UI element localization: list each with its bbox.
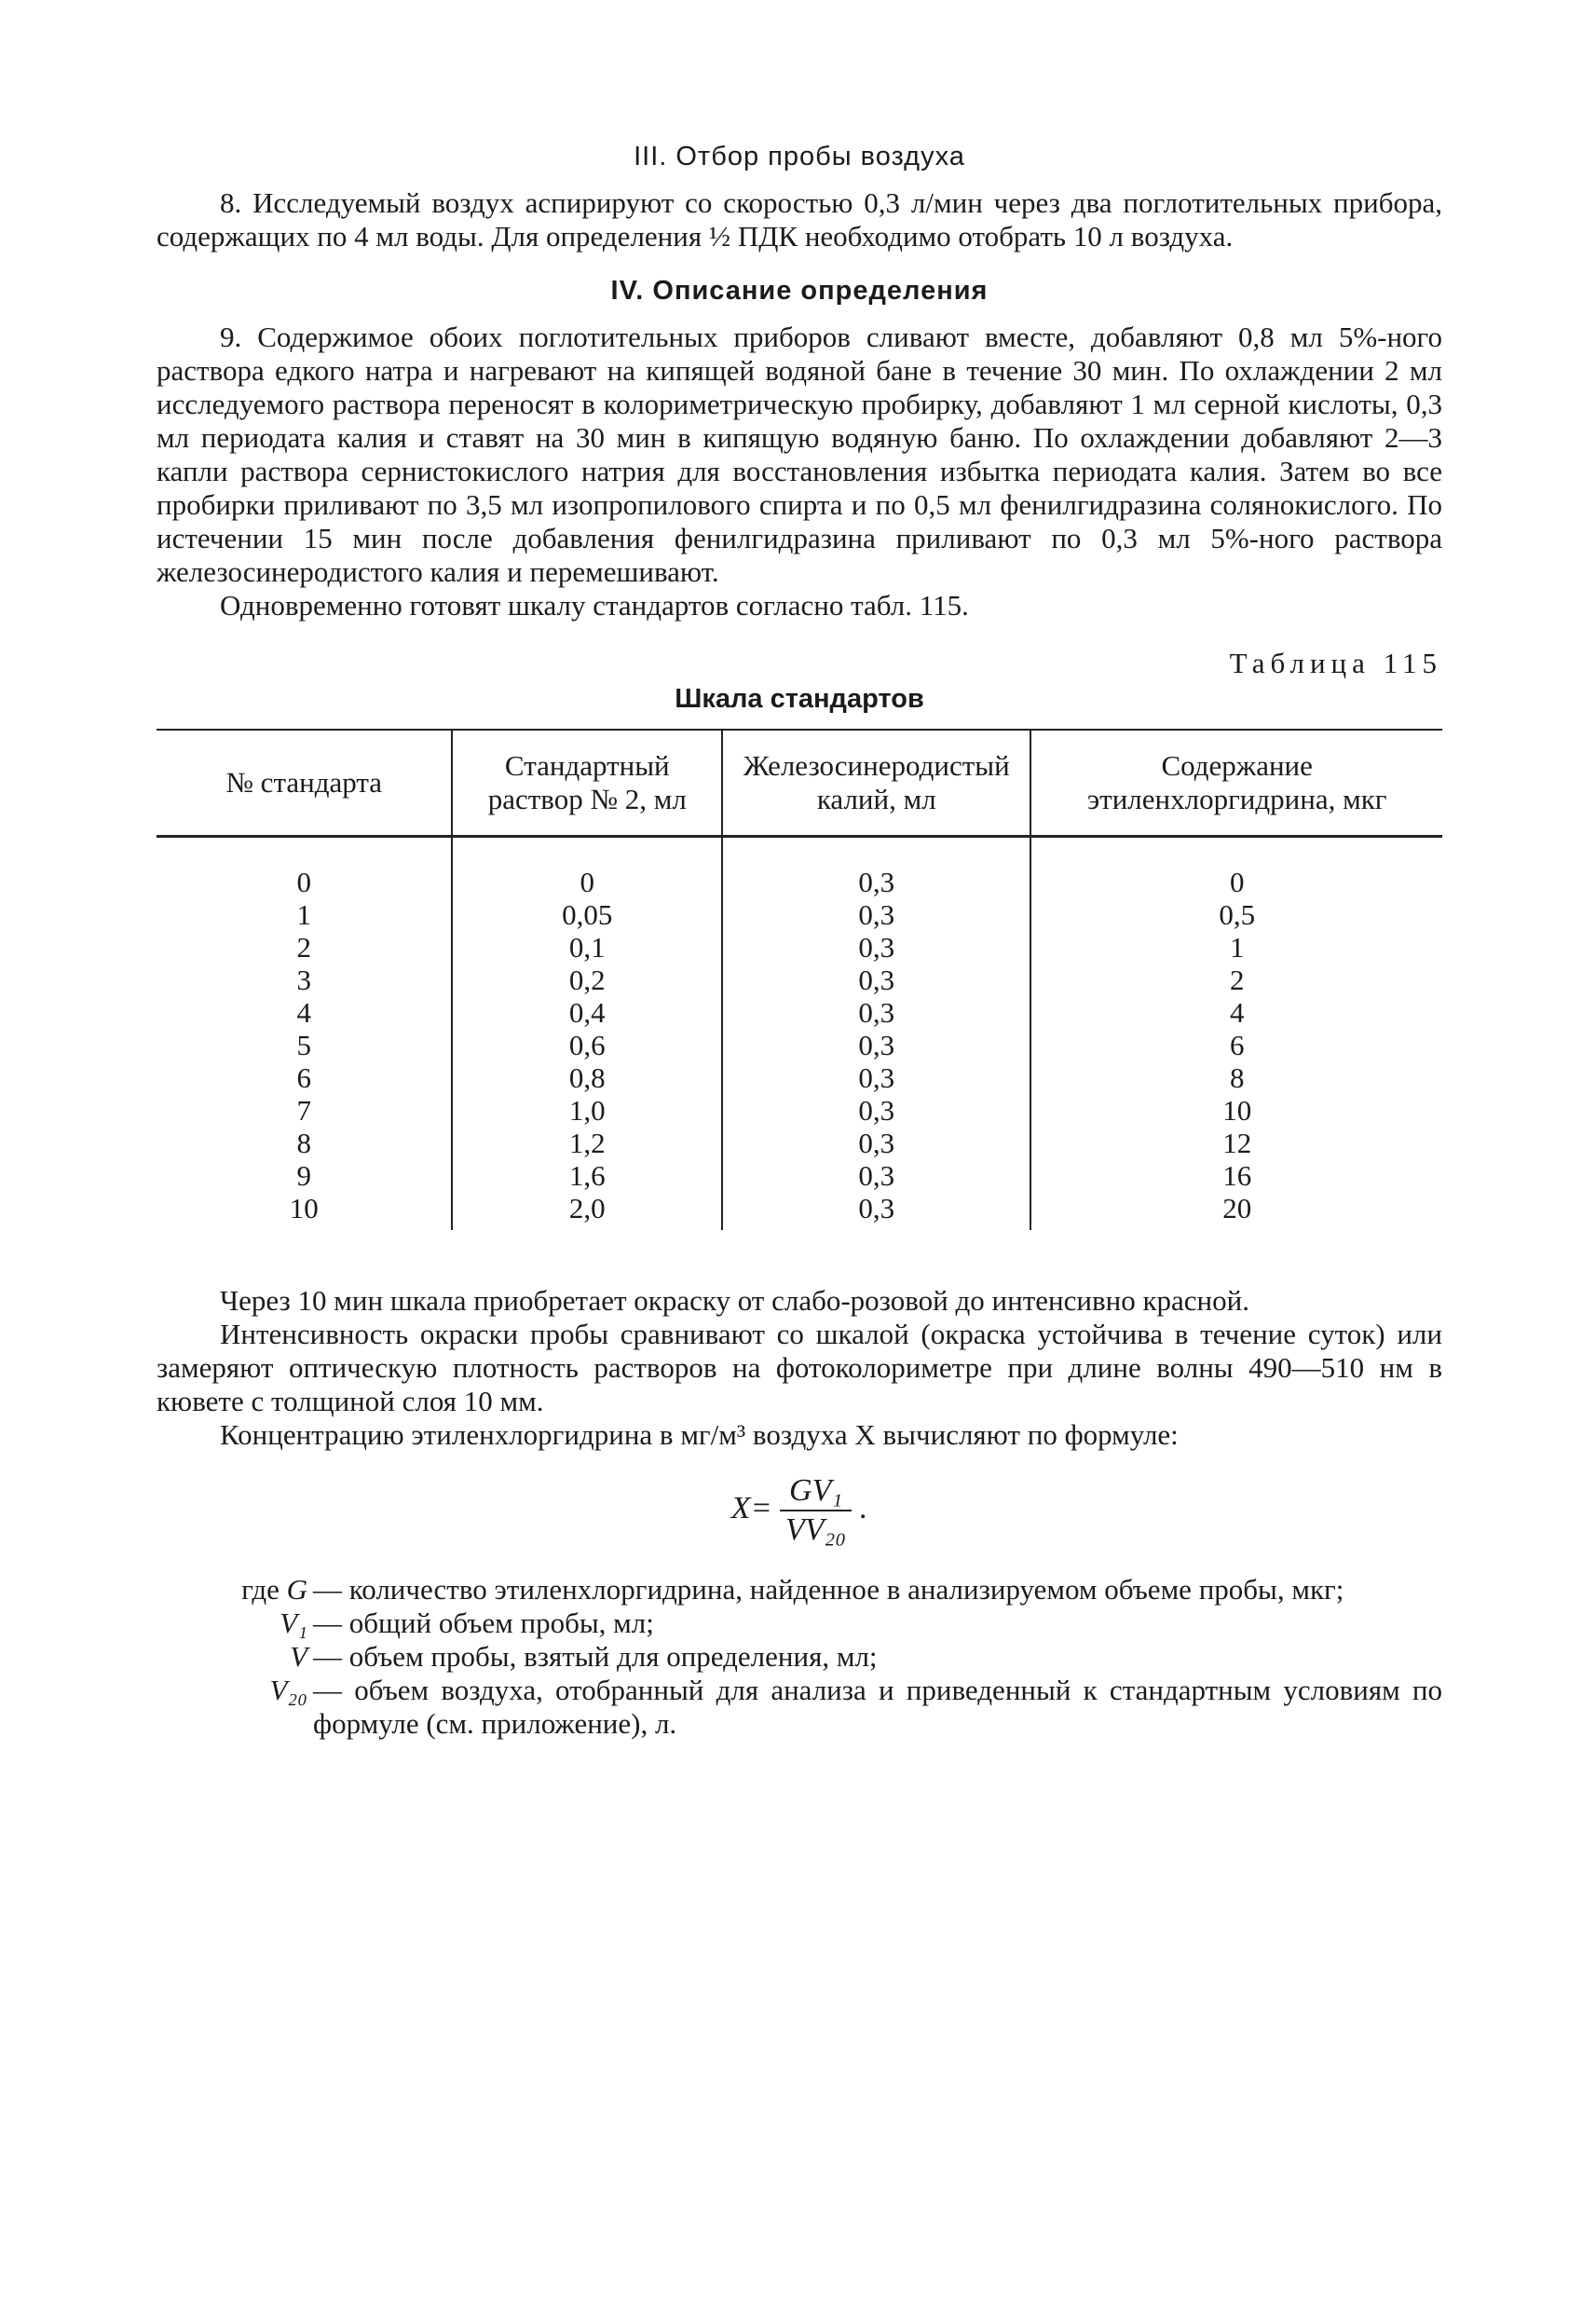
- cell-ferricyanide: 0,3: [722, 1192, 1030, 1230]
- standards-table: [157, 729, 1442, 1230]
- legend-symbol: G: [286, 1573, 307, 1606]
- formula-fraction: [780, 1472, 852, 1549]
- document-page: [157, 140, 1442, 1741]
- paragraph-8: 8. Исследуемый воздух аспирируют со скоростью 0,3 л/мин через два поглотительных прибора, содержащих по 4 мл воды. Для определения ½ ПДК необходимо отобрать 10 л воздуха.: [157, 186, 1442, 253]
- paragraph-intensity: Интенсивность окраски пробы сравнивают со шкалой (окраска устойчива в течение суток) или замеряют оптическую плотность растворов на фотоколориметре при длине волны 490—510 нм в кювете с толщиной слоя 10 мм.: [157, 1318, 1442, 1417]
- section-heading-sampling: III. Отбор пробы воздуха: [634, 142, 965, 171]
- paragraph-9: 9. Содержимое обоих поглотительных приборов сливают вместе, добавляют 0,8 мл 5%-ного раствора едкого натра и нагревают на кипящей водяной бане в течение 30 мин. По охлаждении 2 мл исследуемого раствора переносят в колориметрическую пробирку, добавляют 1 мл серной кислоты, 0,3 мл периодата калия и ставят на 30 мин в кипящую водяную баню. По охлаждении добавляют 2—3 капли раствора сернистокислого натрия для восстановления избытка периодата калия. Затем во все пробирки приливают по 3,5 мл изопропилового спирта и по 0,5 мл фенилгидразина солянокислого. По истечении 15 мин после добавления фенилгидразина приливают по 0,3 мл 5%-ного раствора железосинеродистого калия и перемешивают.: [157, 321, 1442, 588]
- paragraph-concentration: Концентрацию этиленхлоргидрина в мг/м³ воздуха X вычисляют по формуле:: [220, 1418, 1179, 1451]
- table-number: Таблица 115: [1229, 647, 1442, 679]
- legend-symbol: V: [290, 1640, 307, 1673]
- cell-solution: 0,6: [452, 1029, 722, 1061]
- cell-number: 7: [296, 1094, 311, 1127]
- cell-number: 1: [296, 898, 311, 931]
- cell-solution: 0,4: [452, 996, 722, 1029]
- cell-content: 0,5: [1030, 898, 1442, 931]
- table-title: Шкала стандартов: [675, 684, 924, 714]
- legend-text: — количество этиленхлоргидрина, найденное в анализируемом объеме пробы, мкг;: [313, 1573, 1344, 1606]
- cell-number: 3: [296, 964, 311, 996]
- cell-ferricyanide: 0,3: [722, 1061, 1030, 1094]
- cell-solution: 0,05: [452, 898, 722, 931]
- cell-solution: 0,2: [452, 964, 722, 996]
- legend-intro: где: [241, 1573, 280, 1606]
- cell-number: 4: [296, 996, 311, 1029]
- formula-numerator: GV₁: [780, 1472, 852, 1511]
- header-ferricyanide: Железосинеродистый калий, мл: [722, 730, 1030, 837]
- cell-ferricyanide: 0,3: [722, 1159, 1030, 1192]
- formula: [157, 1472, 1442, 1549]
- table-header-row: [157, 730, 1442, 837]
- cell-content: 1: [1030, 931, 1442, 964]
- cell-content: 16: [1030, 1159, 1442, 1192]
- cell-ferricyanide: 0,3: [722, 898, 1030, 931]
- cell-ferricyanide: 0,3: [722, 1029, 1030, 1061]
- cell-number: 0: [296, 866, 311, 898]
- legend-symbol: V₂₀: [269, 1674, 307, 1706]
- table-row: [157, 964, 1442, 996]
- cell-ferricyanide: 0,3: [722, 996, 1030, 1029]
- cell-solution: 0,1: [452, 931, 722, 964]
- cell-solution: 0,8: [452, 1061, 722, 1094]
- cell-content: 4: [1030, 996, 1442, 1029]
- cell-number: 2: [296, 931, 311, 964]
- table-row: [157, 1029, 1442, 1061]
- cell-ferricyanide: 0,3: [722, 837, 1030, 899]
- table-row: [157, 996, 1442, 1029]
- section-heading-description: IV. Описание определения: [610, 276, 989, 306]
- header-content: Содержание этиленхлоргидрина, мкг: [1030, 730, 1442, 837]
- legend-symbol: V₁: [280, 1607, 307, 1639]
- cell-content: 6: [1030, 1029, 1442, 1061]
- cell-content: 20: [1030, 1192, 1442, 1230]
- cell-solution: 2,0: [452, 1192, 722, 1230]
- table-row: [157, 1192, 1442, 1230]
- cell-solution: 0: [452, 837, 722, 899]
- table-row: [157, 1159, 1442, 1192]
- cell-ferricyanide: 0,3: [722, 964, 1030, 996]
- paragraph-scale: Одновременно готовят шкалу стандартов согласно табл. 115.: [220, 589, 969, 622]
- legend-text: — объем пробы, взятый для определения, мл;: [313, 1640, 878, 1673]
- table-row: [157, 1061, 1442, 1094]
- cell-ferricyanide: 0,3: [722, 1094, 1030, 1127]
- cell-content: 2: [1030, 964, 1442, 996]
- cell-number: 5: [296, 1029, 311, 1061]
- legend-text: — общий объем пробы, мл;: [313, 1607, 654, 1639]
- legend-text: — объем воздуха, отобранный для анализа и приведенный к стандартным условиям по формуле (см. приложение), л.: [313, 1674, 1442, 1740]
- cell-solution: 1,6: [452, 1159, 722, 1192]
- table-row: [157, 1094, 1442, 1127]
- cell-number: 6: [296, 1061, 311, 1094]
- table-row: [157, 931, 1442, 964]
- cell-solution: 1,2: [452, 1127, 722, 1159]
- header-standard-solution: Стандартный раствор № 2, мл: [452, 730, 722, 837]
- formula-lhs: X=: [730, 1490, 772, 1525]
- cell-content: 8: [1030, 1061, 1442, 1094]
- cell-content: 0: [1030, 837, 1442, 899]
- cell-ferricyanide: 0,3: [722, 931, 1030, 964]
- cell-solution: 1,0: [452, 1094, 722, 1127]
- formula-denominator: VV₂₀: [785, 1512, 847, 1547]
- formula-legend: [157, 1573, 1442, 1741]
- cell-number: 9: [296, 1159, 311, 1192]
- table-row: [157, 837, 1442, 899]
- paragraph-color-change: Через 10 мин шкала приобретает окраску от слабо-розовой до интенсивно красной.: [220, 1284, 1249, 1317]
- table-row: [157, 898, 1442, 931]
- cell-number: 10: [289, 1192, 319, 1224]
- cell-ferricyanide: 0,3: [722, 1127, 1030, 1159]
- cell-content: 12: [1030, 1127, 1442, 1159]
- cell-content: 10: [1030, 1094, 1442, 1127]
- cell-number: 8: [296, 1127, 311, 1159]
- formula-end: .: [859, 1490, 868, 1525]
- header-standard-number: № стандарта: [157, 730, 452, 837]
- table-row: [157, 1127, 1442, 1159]
